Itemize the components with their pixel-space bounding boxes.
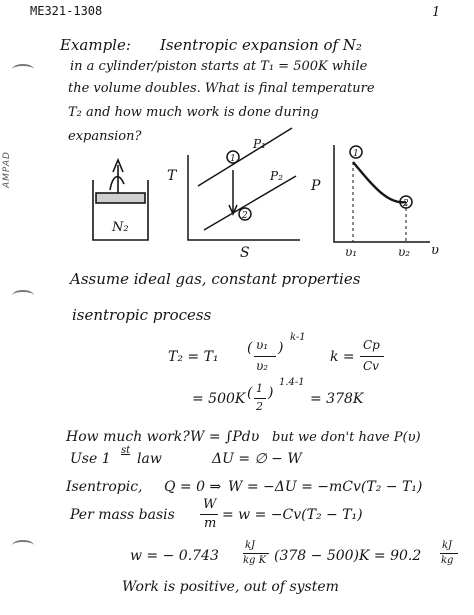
ts-x-axis-label: S <box>240 245 250 261</box>
work-calc-unit1-den: kg K <box>243 555 267 566</box>
temp-eq-frac-den: υ₂ <box>256 359 269 373</box>
process-line: isentropic process <box>72 306 212 324</box>
ts-curve-p2-label: P₂ <box>270 169 283 183</box>
temp-calc-lhs: = 500K <box>192 391 246 407</box>
k-def-den: Cv <box>363 359 379 373</box>
temp-eq-lhs: T₂ = T₁ <box>168 349 219 365</box>
work-calc-unit2-den: kg <box>441 555 454 566</box>
work-calc-unit1-bar <box>243 553 269 554</box>
ts-state-2-label: 2 <box>242 211 248 221</box>
example-label: Example: <box>60 36 131 54</box>
work-calc-lhs: w = − 0.743 <box>130 548 219 564</box>
pv-state-2-label: 2 <box>403 199 409 209</box>
energy-balance: ΔU = ∅ − W <box>212 451 302 467</box>
isentropic-q: Q = 0 ⇒ <box>164 479 222 495</box>
isentropic-work: W = −ΔU = −mCv(T₂ − T₁) <box>228 479 423 495</box>
problem-line-4: T₂ and how much work is done during <box>68 105 319 120</box>
temp-calc-exponent: 1.4-1 <box>279 377 305 388</box>
temp-calc-paren-close: ) <box>268 385 274 401</box>
temp-eq-exponent: k-1 <box>290 332 306 343</box>
problem-line-5: expansion? <box>68 129 142 144</box>
piston-head <box>96 193 145 203</box>
pv-diagram <box>334 145 430 242</box>
k-def-frac-bar <box>360 356 384 357</box>
conclusion-line: Work is positive, out of system <box>122 579 339 595</box>
document-id: ME321-1308 <box>30 4 103 18</box>
page-number: 1 <box>432 5 441 20</box>
margin-logo: AMPAD <box>2 151 12 188</box>
expansion-arrow <box>110 177 124 190</box>
pv-tick-v1: υ₁ <box>345 245 358 259</box>
mass-frac-bar <box>200 514 218 515</box>
mass-frac-den: m <box>204 516 217 531</box>
temp-eq-frac-num: υ₁ <box>256 338 269 352</box>
k-def-num: Cp <box>363 338 380 352</box>
gas-label: N₂ <box>112 220 129 235</box>
ts-y-axis-label: T <box>167 168 177 184</box>
pv-x-axis-label: υ <box>431 243 439 258</box>
ts-diagram <box>188 128 300 240</box>
mass-basis-rhs: = w = −Cv(T₂ − T₁) <box>222 507 363 523</box>
temp-eq-paren-open: ( <box>247 340 253 356</box>
problem-line-2: in a cylinder/piston starts at T₁ = 500K while <box>70 59 368 74</box>
work-question: How much work? <box>66 429 190 445</box>
isentropic-label: Isentropic, <box>66 479 143 495</box>
temp-eq-frac-bar <box>254 356 276 357</box>
ts-curve-p1-label: P₁ <box>253 137 266 151</box>
ts-curve-p2 <box>204 176 296 230</box>
problem-line-1: Isentropic expansion of N₂ <box>160 36 362 54</box>
assumption-line: Assume ideal gas, constant properties <box>70 270 361 288</box>
ts-axes <box>188 155 300 240</box>
problem-line-3: the volume doubles. What is final temperature <box>68 81 375 96</box>
first-law-suffix: law <box>137 451 162 467</box>
temp-calc-paren-open: ( <box>247 385 253 401</box>
pv-process-curve <box>353 162 406 202</box>
temp-calc-frac-num: 1 <box>256 382 263 395</box>
work-calc-unit1-num: kJ <box>245 540 256 551</box>
work-calc-unit2-num: kJ <box>442 540 453 551</box>
work-note: but we don't have P(υ) <box>272 430 421 445</box>
work-calc-unit2-bar <box>440 553 458 554</box>
mass-frac-num: W <box>203 497 217 512</box>
temp-eq-paren-close: ) <box>278 340 284 356</box>
ts-state-1-label: 1 <box>230 154 236 164</box>
k-def-lhs: k = <box>330 349 355 365</box>
work-definition: W = ∫Pdυ <box>190 429 260 445</box>
work-calc-middle: (378 − 500)K = 90.2 <box>274 548 422 564</box>
pv-tick-v2: υ₂ <box>398 245 411 259</box>
temp-calc-frac-den: 2 <box>256 400 263 413</box>
first-law-superscript: st <box>121 445 131 456</box>
temp-calc-result: = 378K <box>310 391 364 407</box>
first-law-prefix: Use 1 <box>70 451 111 467</box>
pv-y-axis-label: P <box>311 178 321 194</box>
ts-process-line <box>229 170 237 214</box>
mass-basis-label: Per mass basis <box>70 507 175 523</box>
temp-calc-frac-bar <box>254 398 266 399</box>
pv-state-1-label: 1 <box>353 149 359 159</box>
